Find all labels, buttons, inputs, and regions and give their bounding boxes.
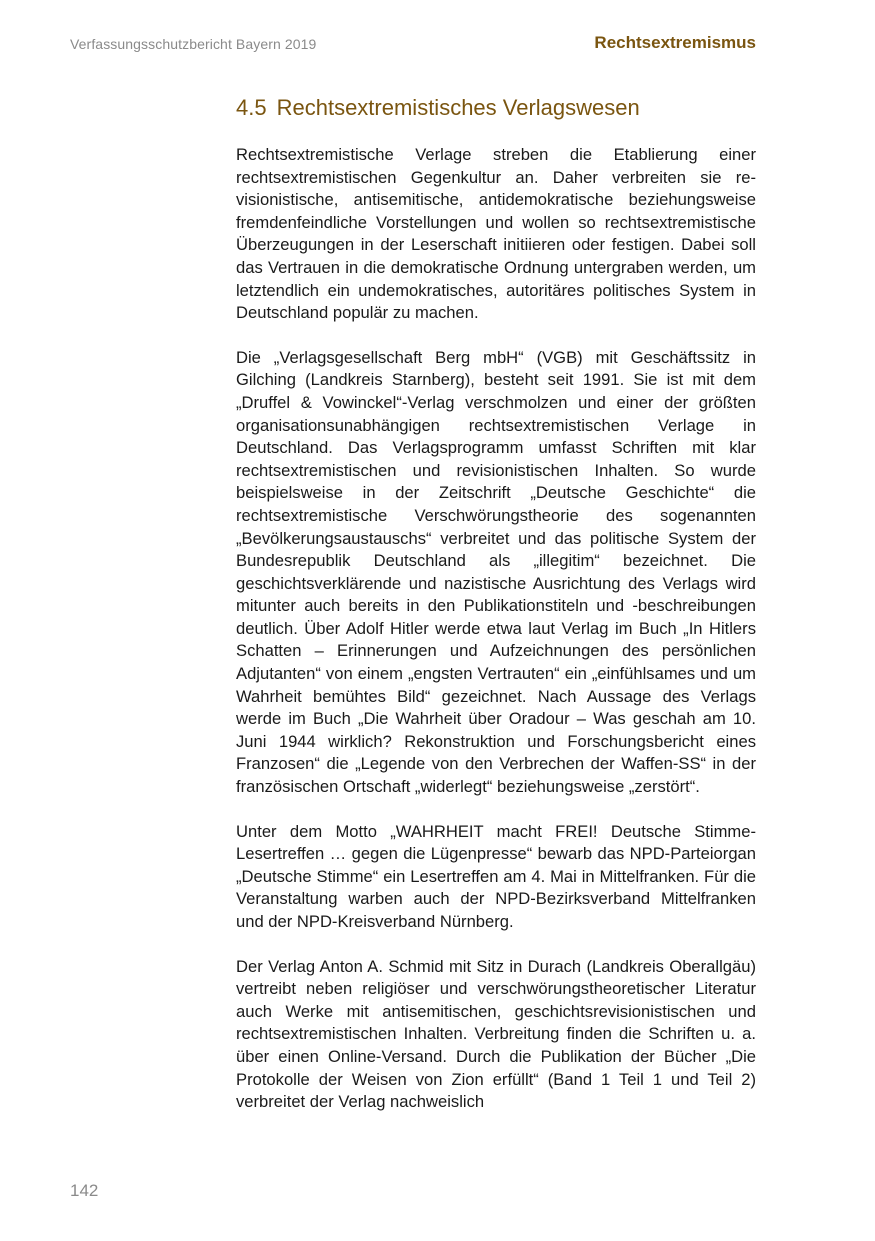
paragraph: Rechtsextremistische Verlage streben die Etablierung einer rechtsextremistischen Gegenkultur an. Daher verbreiten sie revisionistische, antisemitische, antidemokratische beziehungsweise fremdenfeindliche Vorstellungen und wollen so rechtsextremistische Überzeugungen in der Leserschaft initiieren oder festigen. Dabei soll das Vertrauen in die demokratische Ordnung untergraben werden, um letztendlich ein undemokratisches, autoritäres politisches System in Deutschland populär zu machen. [236,145,756,323]
paragraph: Der Verlag Anton A. Schmid mit Sitz in Durach (Landkreis Oberallgäu) vertreibt neben religiöser und verschwörungstheoretischer Literatur auch Werke mit antisemitischen, geschichtsrevisionistischen und rechtsextremistischen Inhalten. Verbreitung finden die Schriften u. a. über einen Online-Versand. Durch die Publikation der Bücher „Die Protokolle der Weisen von Zion erfüllt“ (Band 1 Teil 1 und Teil 2) verbreitet der Verlag nachweislich [236,956,756,1112]
page-number: 142 [70,1181,99,1200]
running-header-chapter: Rechtsextremismus [594,33,756,52]
paragraph: Unter dem Motto „WAHRHEIT macht FREI! Deutsche Stimme-Lesertreffen … gegen die Lügenpresse“ bewarb das NPD-Parteiorgan „Deutsche Stimme“ ein Lesertreffen am 4. Mai in Mittelfranken. Für die Veranstaltung warben auch der NPD-Bezirksverband Mittelfranken und der NPD-Kreisverband Nürnberg. [236,821,756,931]
running-header-title: Verfassungsschutzbericht Bayern 2019 [70,36,317,52]
body-text [236,144,756,1136]
paragraph: Die „Verlagsgesellschaft Berg mbH“ (VGB) mit Geschäftssitz in Gilching (Landkreis Starnberg), besteht seit 1991. Sie ist mit dem „Druffel & Vowinckel“-Verlag verschmolzen und einer der größten organisationsunabhängigen rechtsextremistischen Verlage in Deutschland. Das Verlagsprogramm umfasst Schriften mit klar rechtsextremistischen und revisionistischen Inhalten. So wurde beispielsweise in der Zeitschrift „Deutsche Geschichte“ die rechtsextremistische Verschwörungstheorie des sogenannten „Bevölkerungsaustauschs“ verbreitet und das politische System der Bundesrepublik Deutschland als „illegitim“ bezeichnet. Die geschichtsverklärende und nazistische Ausrichtung des Verlags wird mitunter auch bereits in den Publikationstiteln und ‑beschreibungen deutlich. Über Adolf Hitler werde etwa laut Verlag im Buch „In Hitlers Schatten – Erinnerungen und Aufzeichnungen des persönlichen Adjutanten“ von einem „engsten Vertrauten“ ein „einfühlsames und um Wahrheit bemühtes Bild“ gezeichnet. Nach Aussage des Verlags werde im Buch „Die Wahrheit über Oradour – Was geschah am 10. Juni 1944 wirklich? Rekonstruktion und Forschungsbericht eines Franzosen“ die „Legende von den Verbrechen der Waffen-SS“ in der französischen Ortschaft „widerlegt“ beziehungsweise „zerstört“. [236,347,756,797]
section-title: Rechtsextremistisches Verlagswesen [276,95,640,120]
section-heading [236,95,776,121]
section-number: 4.5 [236,95,267,120]
